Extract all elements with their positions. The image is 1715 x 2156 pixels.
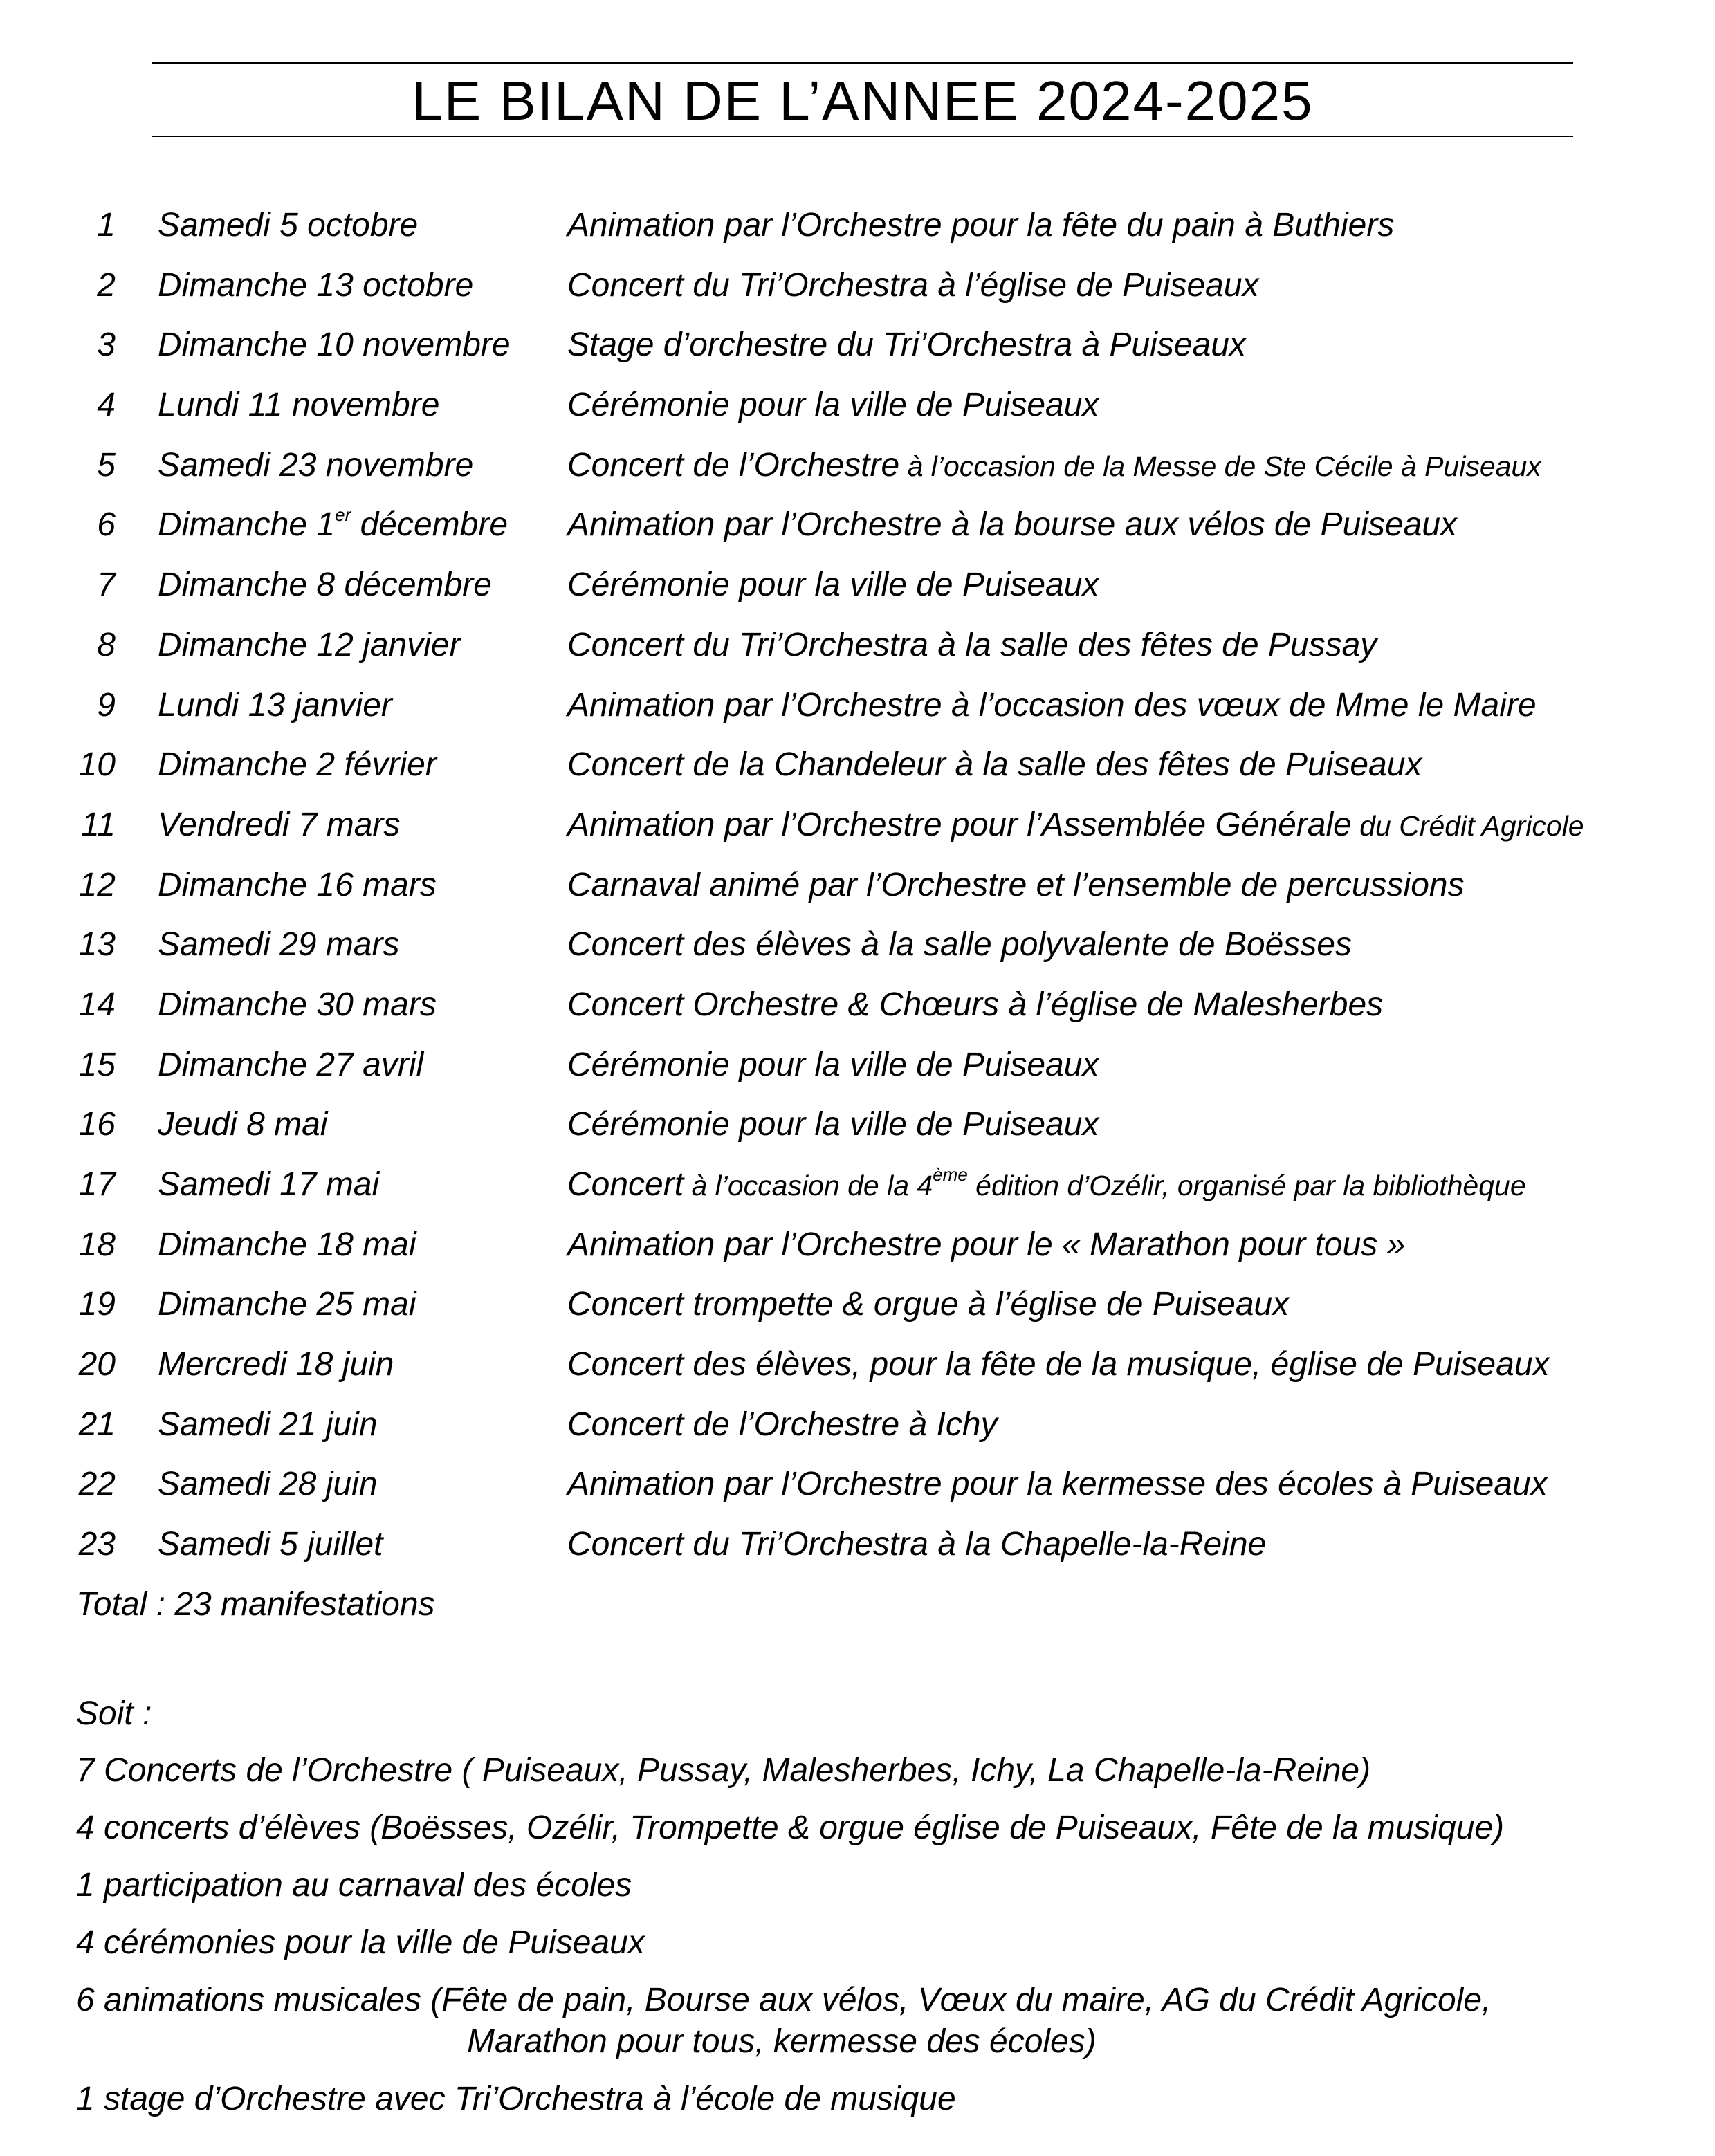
- page-title: LE BILAN DE L’ANNEE 2024-2025: [412, 70, 1314, 131]
- event-description-text: Concert: [567, 1166, 684, 1203]
- event-date: Dimanche 25 mai: [158, 1286, 416, 1323]
- event-row: [0, 1524, 1715, 1584]
- event-description: [567, 1344, 1550, 1385]
- event-description: [567, 1044, 1099, 1086]
- summary-item: 1 stage d’Orchestre avec Tri’Orchestra à l’école de musique: [76, 2081, 956, 2117]
- event-date: Samedi 23 novembre: [158, 446, 474, 483]
- event-row: [0, 1284, 1715, 1344]
- summary-item: 4 cérémonies pour la ville de Puiseaux: [76, 1924, 645, 1961]
- event-row: [0, 1464, 1715, 1524]
- event-description: [567, 1404, 998, 1446]
- event-number: 2: [97, 266, 116, 304]
- event-description: [567, 1284, 1289, 1325]
- event-date: Lundi 11 novembre: [158, 387, 440, 424]
- event-number: 12: [78, 866, 116, 903]
- event-description-superscript: ème: [933, 1164, 968, 1185]
- event-description-text: Cérémonie pour la ville de Puiseaux: [567, 1046, 1099, 1083]
- event-date: Dimanche 12 janvier: [158, 626, 461, 663]
- event-number: 7: [97, 566, 116, 604]
- event-date: Jeudi 8 mai: [158, 1106, 328, 1143]
- event-row: [0, 265, 1715, 325]
- event-row: [0, 445, 1715, 505]
- event-description: [567, 564, 1099, 606]
- event-description-text: Concert de l’Orchestre: [567, 446, 900, 483]
- event-date: [158, 504, 508, 546]
- summary-item: 1 participation au carnaval des écoles: [76, 1867, 632, 1904]
- event-number: 11: [81, 806, 116, 843]
- event-description-small: à l’occasion de la Messe de Ste Cécile à Puiseaux: [899, 450, 1541, 482]
- event-row: [0, 865, 1715, 925]
- event-number: 14: [78, 986, 116, 1023]
- event-description: [567, 924, 1352, 966]
- event-description-text: Cérémonie pour la ville de Puiseaux: [567, 566, 1099, 604]
- event-date: Samedi 17 mai: [158, 1166, 380, 1203]
- event-description: [567, 744, 1422, 786]
- summary-item: 6 animations musicales (Fête de pain, Bourse aux vélos, Vœux du maire, AG du Crédit Agricole,: [76, 1982, 1492, 2018]
- event-description-text: Concert du Tri’Orchestra à la salle des fêtes de Pussay: [567, 626, 1377, 663]
- event-description-text: Animation par l’Orchestre pour la fête du pain à Buthiers: [567, 207, 1395, 243]
- event-date: Vendredi 7 mars: [158, 806, 401, 843]
- event-description: [567, 685, 1537, 726]
- event-date: Dimanche 10 novembre: [158, 326, 511, 364]
- event-number: 15: [78, 1046, 116, 1083]
- event-description-text: Animation par l’Orchestre à la bourse aux vélos de Puiseaux: [567, 506, 1458, 544]
- soit-label: Soit :: [76, 1695, 152, 1732]
- event-description-text: Concert des élèves à la salle polyvalente de Boësses: [567, 926, 1352, 964]
- event-number: 8: [97, 626, 116, 663]
- event-description-text: Animation par l’Orchestre pour l’Assemblée Générale: [567, 806, 1352, 843]
- event-description-text: Concert de l’Orchestre à Ichy: [567, 1406, 998, 1443]
- event-description-text: Animation par l’Orchestre à l’occasion des vœux de Mme le Maire: [567, 686, 1537, 724]
- event-row: [0, 804, 1715, 865]
- event-description-text: Animation par l’Orchestre pour le « Marathon pour tous »: [567, 1226, 1406, 1263]
- event-row: [0, 1224, 1715, 1284]
- event-row: [0, 625, 1715, 685]
- event-date-superscript: er: [335, 504, 351, 526]
- event-date: Dimanche 2 février: [158, 746, 437, 784]
- event-number: 1: [97, 207, 116, 243]
- event-description: [567, 625, 1377, 666]
- event-date-text: décembre: [351, 506, 508, 544]
- summary-item: 7 Concerts de l’Orchestre ( Puiseaux, Pussay, Malesherbes, Ichy, La Chapelle-la-Reine): [76, 1752, 1371, 1789]
- event-number: 9: [97, 686, 116, 724]
- event-description: [567, 1164, 1526, 1206]
- event-description: [567, 324, 1246, 366]
- summary-list: [76, 1750, 1667, 2136]
- event-date: Samedi 21 juin: [158, 1406, 378, 1443]
- event-number: 17: [78, 1166, 116, 1203]
- event-number: 4: [97, 387, 116, 424]
- event-date: Dimanche 18 mai: [158, 1226, 416, 1263]
- event-description: [567, 1224, 1405, 1266]
- event-row: [0, 504, 1715, 564]
- event-date-text: Dimanche 1: [158, 506, 336, 544]
- total-line: Total : 23 manifestations: [76, 1586, 435, 1623]
- event-number: 16: [78, 1106, 116, 1143]
- event-number: 6: [97, 506, 116, 544]
- events-list: [0, 205, 1715, 1584]
- event-number: 13: [78, 926, 116, 964]
- event-description: [567, 804, 1584, 847]
- event-row: [0, 385, 1715, 445]
- event-number: 23: [78, 1526, 116, 1563]
- event-row: [0, 564, 1715, 625]
- event-description-text: Concert des élèves, pour la fête de la musique, église de Puiseaux: [567, 1346, 1550, 1383]
- event-row: [0, 324, 1715, 385]
- event-description-small: du Crédit Agricole: [1351, 809, 1584, 842]
- event-number: 3: [97, 326, 116, 364]
- event-description-text: Concert du Tri’Orchestra à la Chapelle-la-Reine: [567, 1526, 1267, 1563]
- event-date: Dimanche 16 mars: [158, 866, 437, 903]
- event-row: [0, 984, 1715, 1044]
- summary-item: 4 concerts d’élèves (Boësses, Ozélir, Trompette & orgue église de Puiseaux, Fête de la musique): [76, 1809, 1505, 1846]
- event-number: 21: [78, 1406, 116, 1443]
- event-description-text: Concert du Tri’Orchestra à l’église de Puiseaux: [567, 266, 1259, 304]
- event-date: Samedi 5 juillet: [158, 1526, 383, 1563]
- summary-item-continuation: Marathon pour tous, kermesse des écoles): [467, 2023, 1097, 2060]
- event-row: [0, 685, 1715, 745]
- event-row: [0, 1044, 1715, 1105]
- event-date: Samedi 5 octobre: [158, 207, 419, 243]
- event-description-small: édition d’Ozélir, organisé par la bibliothèque: [967, 1170, 1526, 1201]
- event-number: 20: [78, 1346, 116, 1383]
- event-description-text: Stage d’orchestre du Tri’Orchestra à Puiseaux: [567, 326, 1246, 364]
- event-number: 10: [78, 746, 116, 784]
- event-description: [567, 1464, 1548, 1505]
- event-description: [567, 265, 1259, 306]
- event-row: [0, 744, 1715, 804]
- event-number: 5: [97, 446, 116, 483]
- event-date: Dimanche 27 avril: [158, 1046, 424, 1083]
- event-description-text: Animation par l’Orchestre pour la kermesse des écoles à Puiseaux: [567, 1466, 1548, 1503]
- event-date: Dimanche 30 mars: [158, 986, 437, 1023]
- event-description-text: Cérémonie pour la ville de Puiseaux: [567, 387, 1099, 424]
- event-date: Samedi 28 juin: [158, 1466, 378, 1503]
- event-description-text: Concert de la Chandeleur à la salle des fêtes de Puiseaux: [567, 746, 1422, 784]
- event-row: [0, 205, 1715, 265]
- title-rule-bottom: [152, 136, 1573, 137]
- event-number: 22: [78, 1466, 116, 1503]
- event-description: [567, 205, 1394, 246]
- event-row: [0, 924, 1715, 984]
- event-description-text: Carnaval animé par l’Orchestre et l’ensemble de percussions: [567, 866, 1465, 903]
- event-number: 19: [78, 1286, 116, 1323]
- event-number: 18: [78, 1226, 116, 1263]
- event-row: [0, 1104, 1715, 1164]
- event-description: [567, 385, 1099, 426]
- event-row: [0, 1344, 1715, 1404]
- event-date: Samedi 29 mars: [158, 926, 400, 964]
- event-date: Dimanche 13 octobre: [158, 266, 474, 304]
- event-description: [567, 504, 1457, 546]
- event-date: Mercredi 18 juin: [158, 1346, 394, 1383]
- event-row: [0, 1164, 1715, 1224]
- event-description-text: Cérémonie pour la ville de Puiseaux: [567, 1106, 1099, 1143]
- event-description: [567, 984, 1383, 1026]
- event-description: [567, 865, 1465, 906]
- event-date: Lundi 13 janvier: [158, 686, 392, 724]
- event-description: [567, 1104, 1099, 1145]
- event-description: [567, 1524, 1266, 1565]
- event-description-small: à l’occasion de la 4: [684, 1170, 933, 1201]
- title-rule-top: [152, 62, 1573, 64]
- event-date: Dimanche 8 décembre: [158, 566, 492, 604]
- event-description-text: Concert trompette & orgue à l’église de Puiseaux: [567, 1286, 1290, 1323]
- event-description-text: Concert Orchestre & Chœurs à l’église de Malesherbes: [567, 986, 1384, 1023]
- event-row: [0, 1404, 1715, 1464]
- event-description: [567, 445, 1541, 487]
